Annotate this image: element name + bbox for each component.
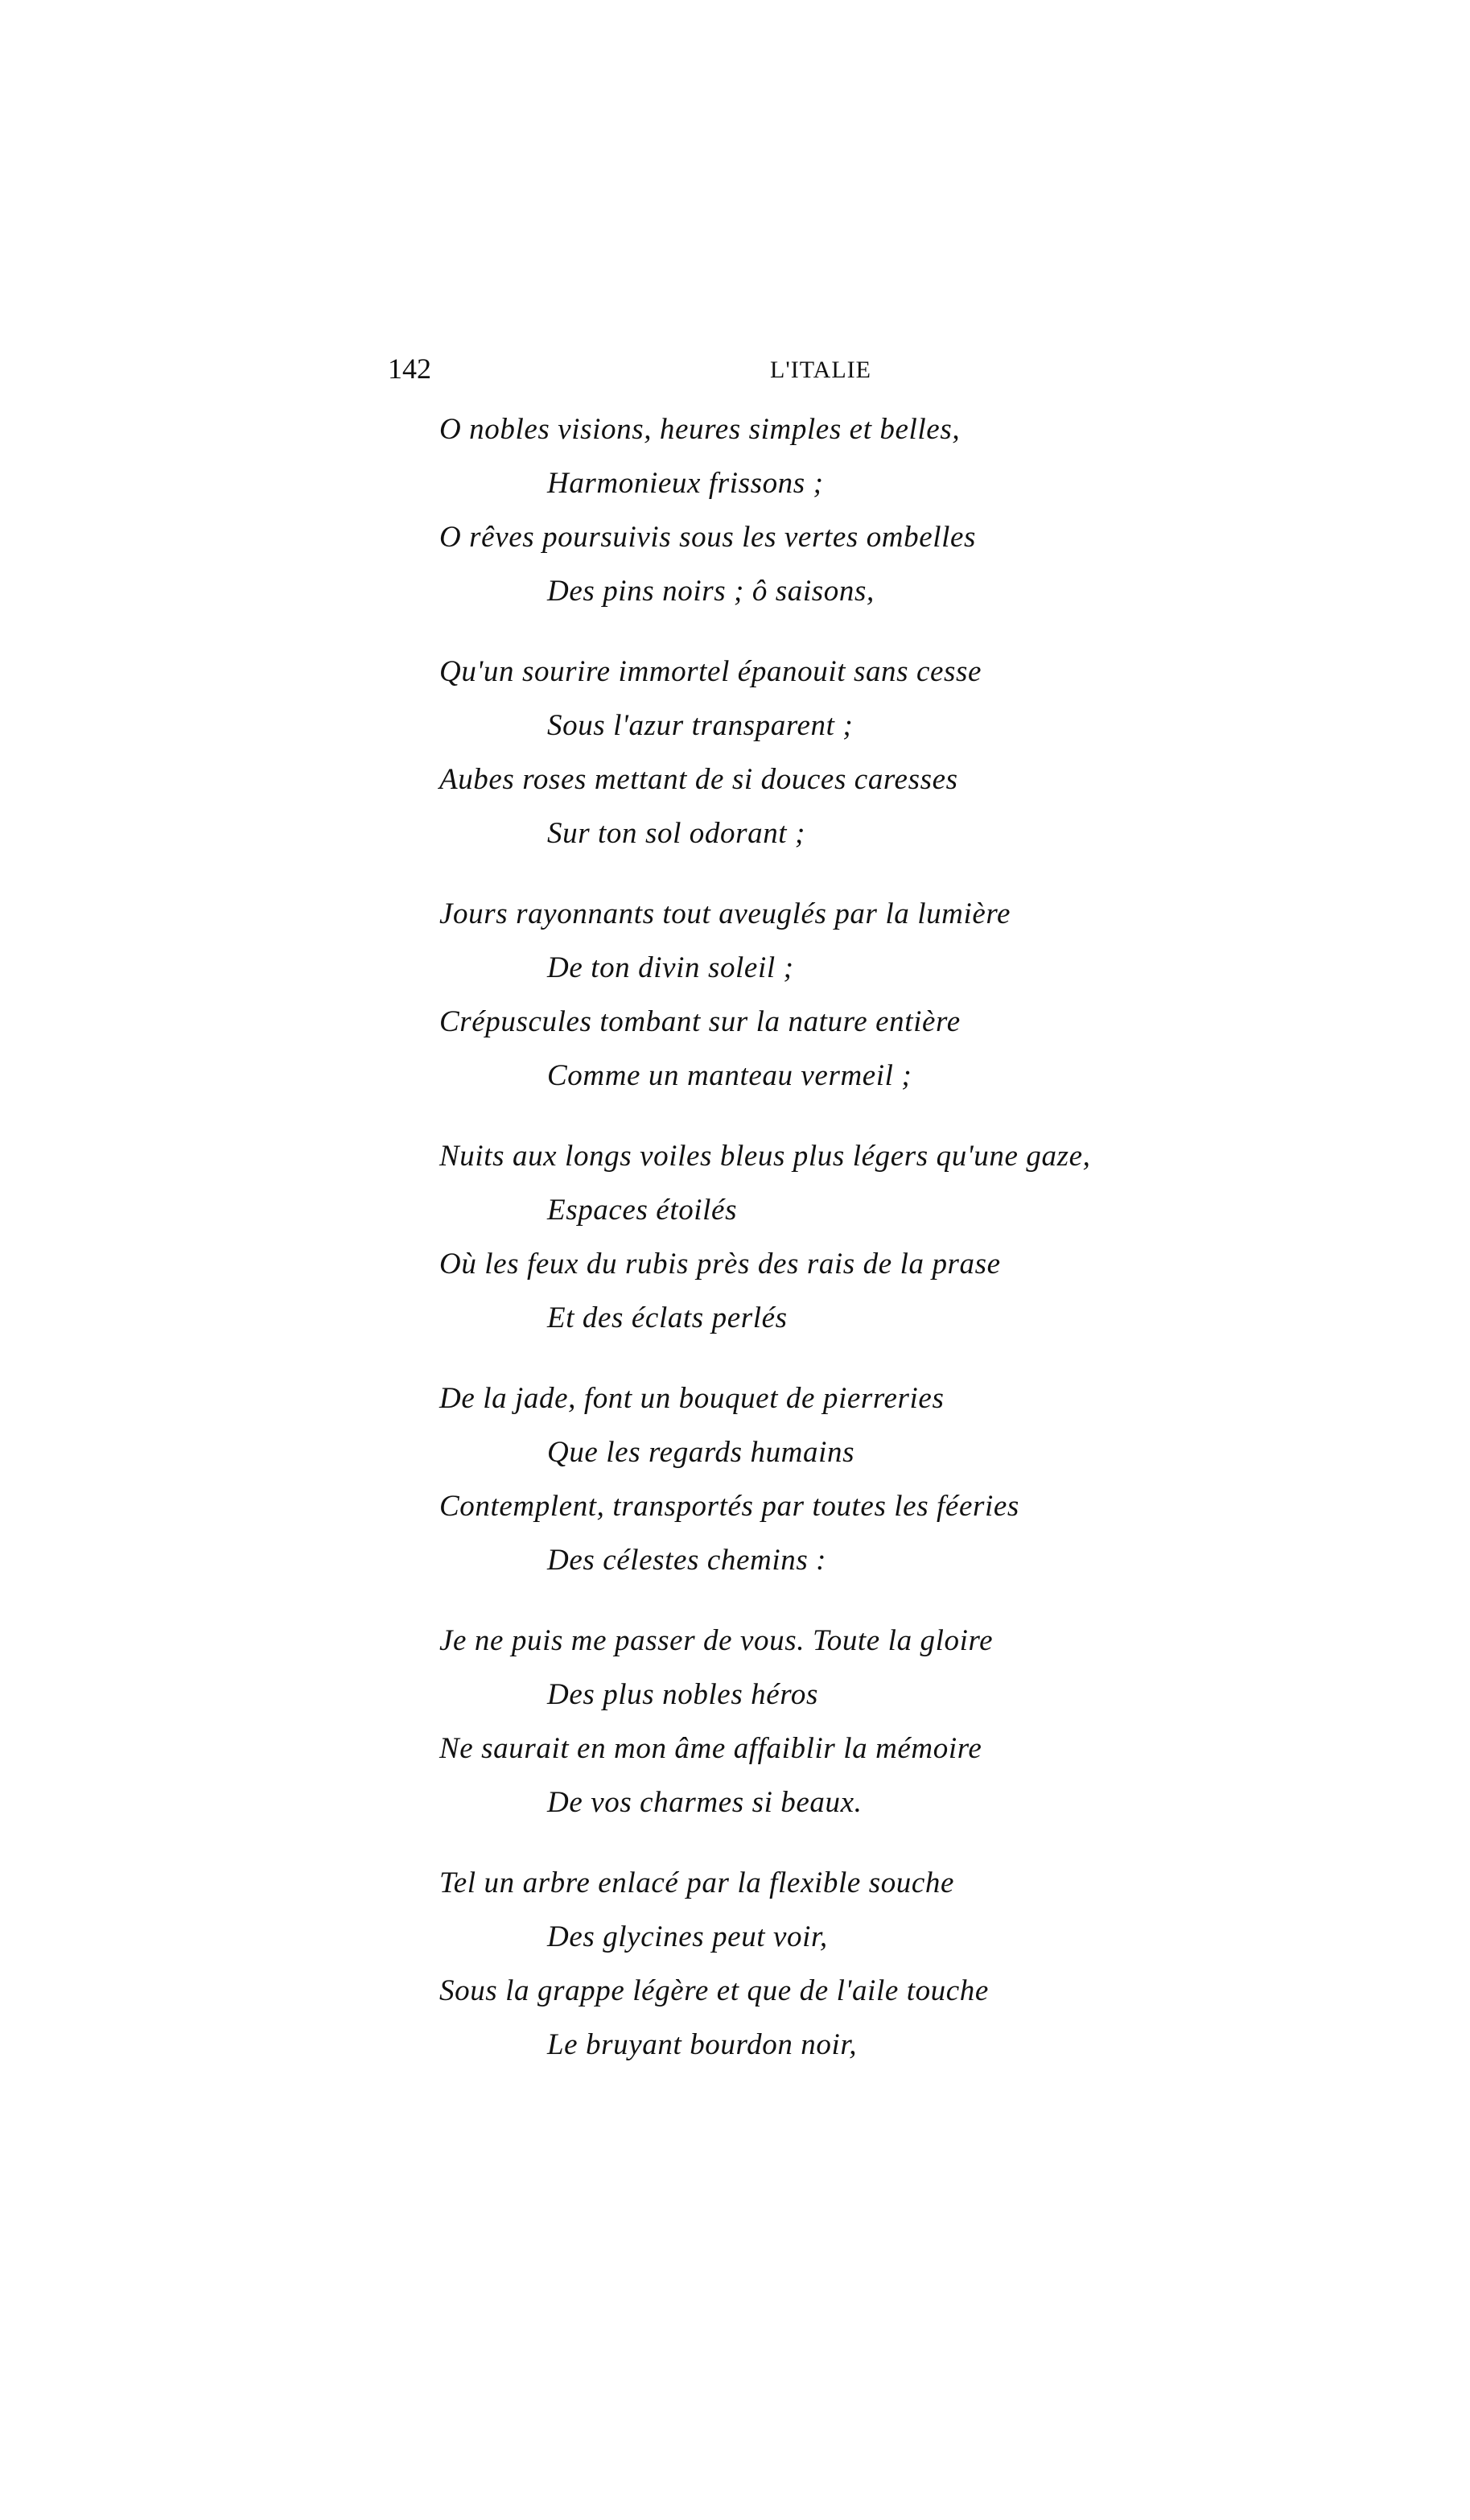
verse-line: Des pins noirs ; ô saisons, bbox=[547, 575, 875, 608]
verse-line: Crépuscules tombant sur la nature entière bbox=[439, 1005, 961, 1038]
verse-line: Harmonieux frissons ; bbox=[547, 467, 824, 500]
verse-line: Et des éclats perlés bbox=[547, 1301, 788, 1334]
verse-line: Sous l'azur transparent ; bbox=[547, 709, 854, 742]
verse-line: Comme un manteau vermeil ; bbox=[547, 1059, 912, 1092]
verse-line: Sur ton sol odorant ; bbox=[547, 817, 805, 850]
verse-line: Des célestes chemins : bbox=[547, 1544, 827, 1577]
stanza bbox=[439, 1129, 1244, 1345]
verse-line: Je ne puis me passer de vous. Toute la gloire bbox=[439, 1624, 994, 1657]
verse-line: Sous la grappe légère et que de l'aile touche bbox=[439, 1974, 989, 2007]
verse-line: Le bruyant bourdon noir, bbox=[547, 2028, 858, 2061]
verse-line: Des glycines peut voir, bbox=[547, 1920, 828, 1953]
verse-line: Ne saurait en mon âme affaiblir la mémoire bbox=[439, 1732, 982, 1765]
verse-line: Tel un arbre enlacé par la flexible souche bbox=[439, 1866, 955, 1899]
poem bbox=[439, 402, 1244, 2098]
page-number: 142 bbox=[388, 353, 431, 385]
stanza bbox=[439, 887, 1244, 1103]
verse-line: Nuits aux longs voiles bleus plus légers qu'une gaze, bbox=[439, 1140, 1091, 1173]
stanza bbox=[439, 1371, 1244, 1587]
verse-line: Des plus nobles héros bbox=[547, 1678, 819, 1711]
verse-line: De la jade, font un bouquet de pierreries bbox=[439, 1382, 945, 1415]
verse-line: Jours rayonnants tout aveuglés par la lumière bbox=[439, 897, 1011, 930]
verse-line: Aubes roses mettant de si douces caresses bbox=[439, 763, 958, 796]
verse-line: De vos charmes si beaux. bbox=[547, 1786, 863, 1819]
stanza bbox=[439, 402, 1244, 618]
verse-line: Où les feux du rubis près des rais de la prase bbox=[439, 1248, 1001, 1281]
stanza bbox=[439, 645, 1244, 860]
verse-line: Contemplent, transportés par toutes les féeries bbox=[439, 1490, 1019, 1523]
stanza bbox=[439, 1614, 1244, 1829]
verse-line: Espaces étoilés bbox=[547, 1194, 738, 1227]
verse-line: Qu'un sourire immortel épanouit sans cesse bbox=[439, 655, 982, 688]
stanza bbox=[439, 1856, 1244, 2072]
verse-line: Que les regards humains bbox=[547, 1436, 855, 1469]
running-title: L'ITALIE bbox=[770, 357, 871, 383]
verse-line: O rêves poursuivis sous les vertes ombelles bbox=[439, 521, 977, 554]
verse-line: De ton divin soleil ; bbox=[547, 951, 794, 984]
verse-line: O nobles visions, heures simples et belles, bbox=[439, 413, 961, 446]
